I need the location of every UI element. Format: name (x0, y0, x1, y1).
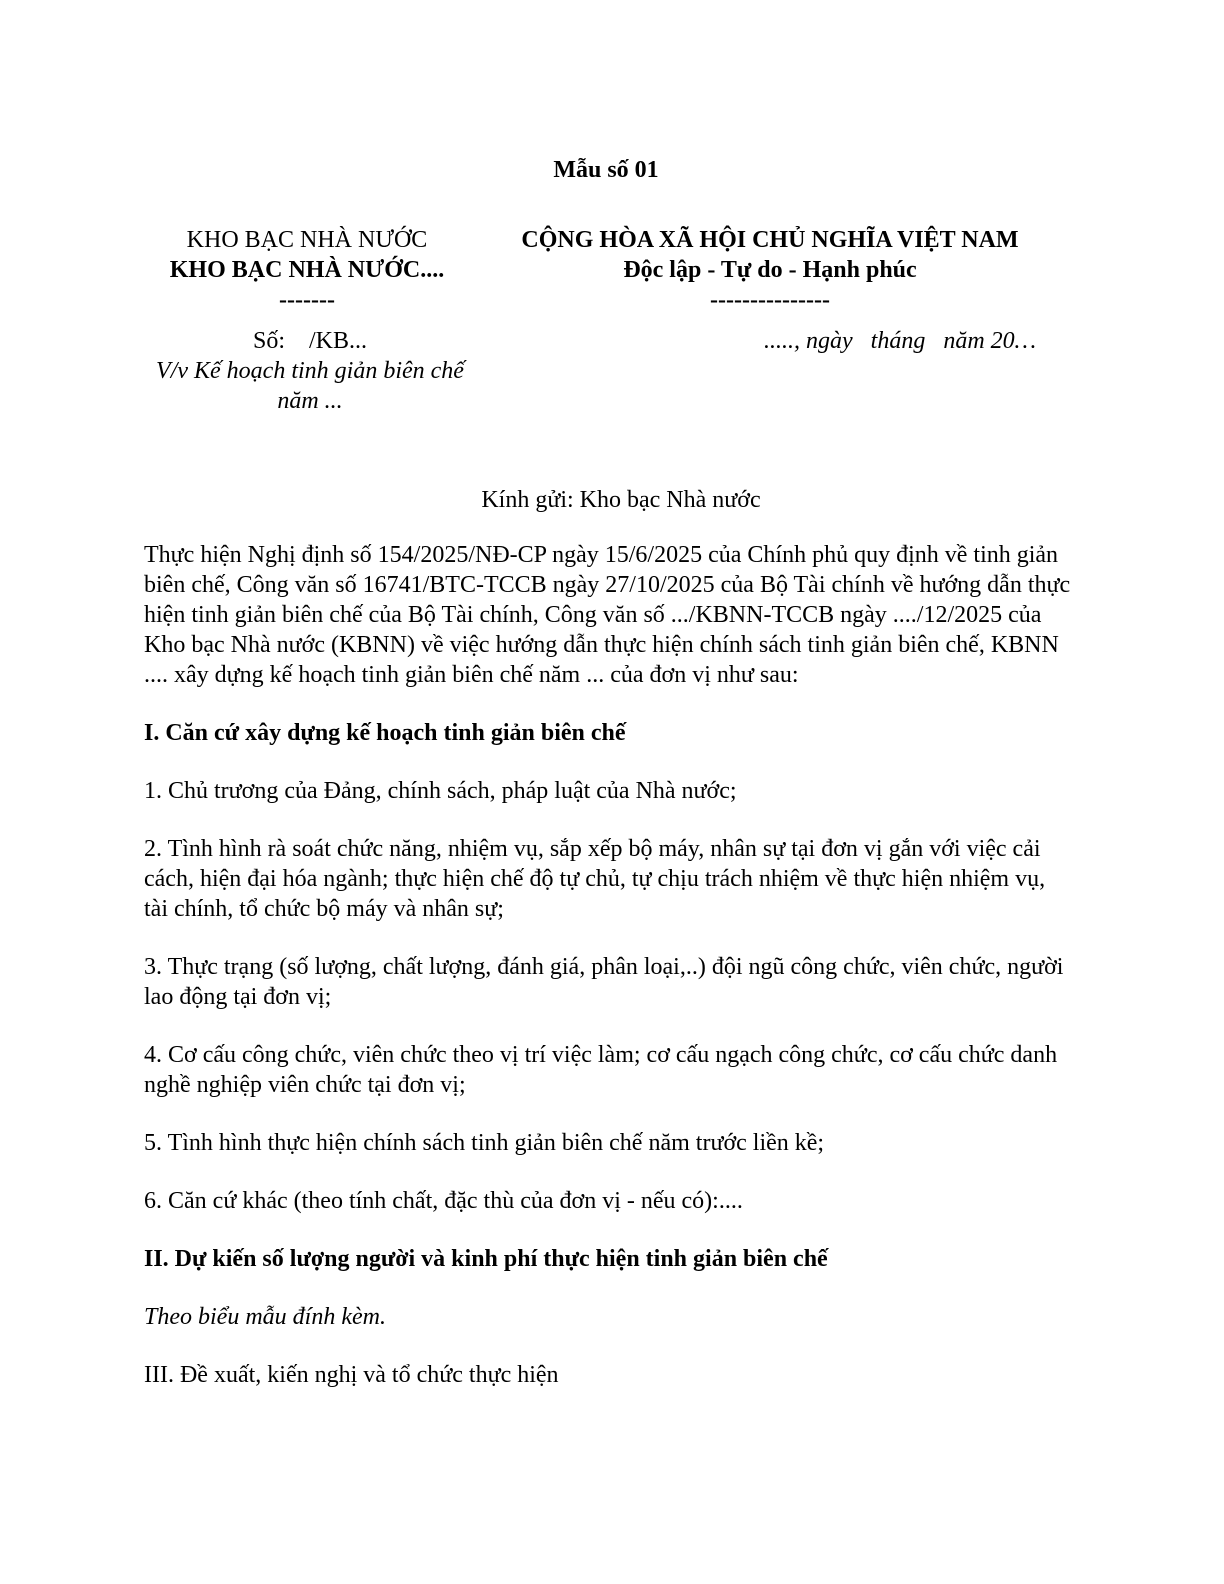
org-parent-name: KHO BẠC NHÀ NƯỚC (186, 227, 428, 253)
section-1-item: 6. Căn cứ khác (theo tính chất, đặc thù của đơn vị - nếu có):.... (144, 1188, 743, 1214)
header-right-divider: --------------- (710, 287, 830, 313)
section-2-heading: II. Dự kiến số lượng người và kinh phí thực hiện tinh giản biên chế (144, 1246, 828, 1272)
section-1-item: 3. Thực trạng (số lượng, chất lượng, đánh giá, phân loại,..) đội ngũ công chức, viên chức, người lao động tại đơn vị; (144, 954, 1064, 1010)
intro-paragraph: Thực hiện Nghị định số 154/2025/NĐ-CP ngày 15/6/2025 của Chính phủ quy định về tinh giản biên chế, Công văn số 16741/BTC-TCCB ngày 27/10/2025 của Bộ Tài chính về hướng dẫn thực hiện tinh giản biên chế của Bộ Tài chính, Công văn số .../KBNN-TCCB ngày ..../12/2025 của Kho bạc Nhà nước (KBNN) về việc hướng dẫn thực hiện chính sách tinh giản biên chế, KBNN .... xây dựng kế hoạch tinh giản biên chế năm ... của đơn vị như sau: (144, 542, 1071, 688)
document-subject: V/v Kế hoạch tinh giản biên chế năm ... (156, 358, 464, 414)
document-body (144, 540, 1074, 1390)
country-name: CỘNG HÒA XÃ HỘI CHỦ NGHĨA VIỆT NAM (521, 227, 1019, 253)
header-left-divider: ------- (279, 287, 335, 313)
section-1-item: 5. Tình hình thực hiện chính sách tinh giản biên chế năm trước liền kề; (144, 1130, 825, 1156)
document-number: Số: /KB... (252, 328, 368, 354)
form-number: Mẫu số 01 (553, 157, 659, 183)
header-right-national (490, 225, 1050, 315)
section-2-note: Theo biểu mẫu đính kèm. (144, 1304, 386, 1330)
national-motto: Độc lập - Tự do - Hạnh phúc (623, 257, 917, 283)
section-1-item: 2. Tình hình rà soát chức năng, nhiệm vụ, sắp xếp bộ máy, nhân sự tại đơn vị gắn với việc cải cách, hiện đại hóa ngành; thực hiện chế độ tự chủ, tự chịu trách nhiệm về thực hiện nhiệm vụ, tài chính, tổ chức bộ máy và nhân sự; (144, 836, 1046, 922)
section-1-item: 4. Cơ cấu công chức, viên chức theo vị trí việc làm; cơ cấu ngạch công chức, cơ cấu chức danh nghề nghiệp viên chức tại đơn vị; (144, 1042, 1058, 1098)
date-line: ....., ngày tháng năm 20… (764, 328, 1036, 354)
org-unit-name: KHO BẠC NHÀ NƯỚC.... (169, 257, 445, 283)
section-1-heading: I. Căn cứ xây dựng kế hoạch tinh giản biên chế (144, 720, 626, 746)
section-1-item: 1. Chủ trương của Đảng, chính sách, pháp luật của Nhà nước; (144, 778, 737, 804)
recipient-line: Kính gửi: Kho bạc Nhà nước (481, 487, 761, 513)
header-left-org (160, 225, 454, 315)
section-3-heading: III. Đề xuất, kiến nghị và tổ chức thực hiện (144, 1362, 559, 1388)
